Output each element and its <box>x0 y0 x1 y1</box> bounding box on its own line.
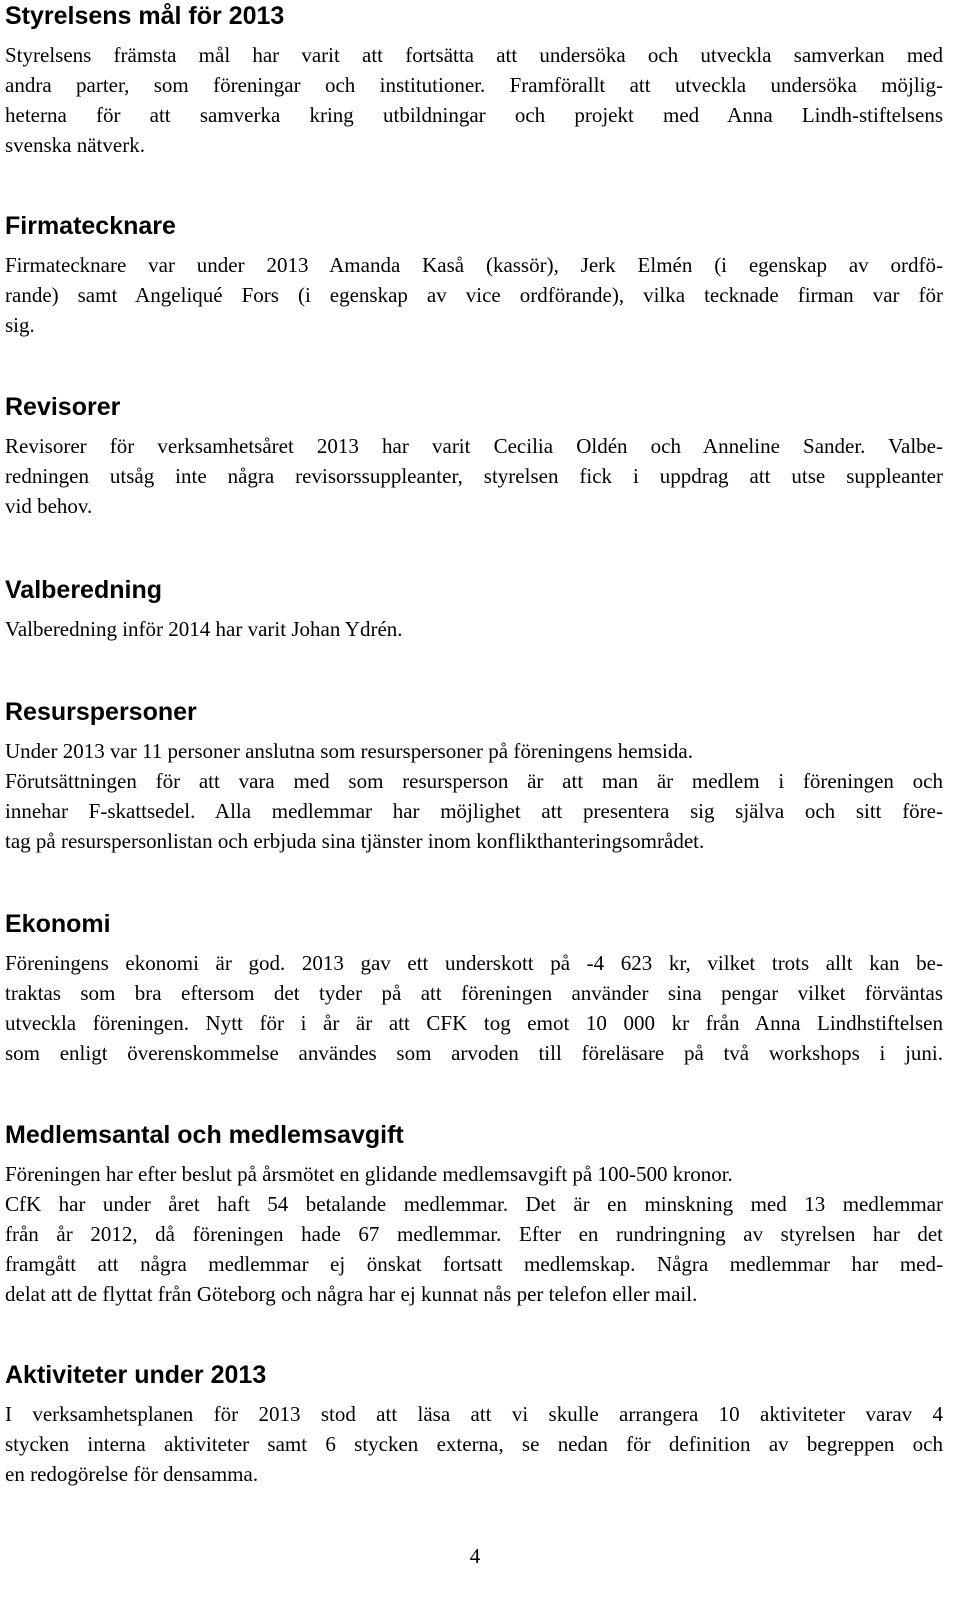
section-body <box>5 1159 943 1309</box>
text-line: Styrelsens främsta mål har varit att fortsätta att undersöka och utveckla samverkan med <box>5 43 943 67</box>
text-line: som enligt överenskommelse användes som arvoden till föreläsare på två workshops i juni. <box>5 1041 943 1065</box>
text-line: delat att de flyttat från Göteborg och några har ej kunnat nås per telefon eller mail. <box>5 1282 698 1306</box>
text-line: I verksamhetsplanen för 2013 stod att läsa att vi skulle arrangera 10 aktiviteter varav 4 <box>5 1402 943 1426</box>
section-aktiviteter <box>5 1361 943 1489</box>
text-line: sig. <box>5 313 35 337</box>
section-body <box>5 948 943 1068</box>
section-body <box>5 614 943 644</box>
section-body <box>5 736 943 856</box>
section-body <box>5 431 943 521</box>
text-line: vid behov. <box>5 494 93 518</box>
section-heading: Medlemsantal och medlemsavgift <box>5 1121 404 1149</box>
section-body <box>5 250 943 340</box>
section-heading: Styrelsens mål för 2013 <box>5 2 285 30</box>
text-line: CfK har under året haft 54 betalande medlemmar. Det är en minskning med 13 medlemmar <box>5 1192 943 1216</box>
text-line: Firmatecknare var under 2013 Amanda Kaså (kassör), Jerk Elmén (i egenskap av ordfö- <box>5 253 943 277</box>
section-firmatecknare <box>5 212 943 340</box>
text-line: utveckla föreningen. Nytt för i år är att CFK tog emot 10 000 kr från Anna Lindhstiftelsen <box>5 1011 943 1035</box>
section-medlemsantal <box>5 1121 943 1309</box>
text-line: framgått att några medlemmar ej önskat fortsatt medlemskap. Några medlemmar har med- <box>5 1252 943 1276</box>
text-line: Föreningens ekonomi är god. 2013 gav ett underskott på -4 623 kr, vilket trots allt kan be- <box>5 951 943 975</box>
text-line: en redogörelse för densamma. <box>5 1462 259 1486</box>
section-heading: Resurspersoner <box>5 698 197 726</box>
section-heading: Ekonomi <box>5 910 111 938</box>
text-line: redningen utsåg inte några revisorssuppleanter, styrelsen fick i uppdrag att utse suppleanter <box>5 464 943 488</box>
section-revisorer <box>5 393 943 521</box>
page-number: 4 <box>469 1544 481 1568</box>
text-line: Valberedning inför 2014 har varit Johan Ydrén. <box>5 617 403 641</box>
text-line: andra parter, som föreningar och institutioner. Framförallt att utveckla undersöka möjlig- <box>5 73 943 97</box>
text-line: heterna för att samverka kring utbildningar och projekt med Anna Lindh-stiftelsens <box>5 103 943 127</box>
section-valberedning <box>5 576 943 644</box>
section-body <box>5 40 943 160</box>
text-line: Förutsättningen för att vara med som resursperson är att man är medlem i föreningen och <box>5 769 943 793</box>
section-resurspersoner <box>5 698 943 856</box>
text-line: Revisorer för verksamhetsåret 2013 har varit Cecilia Oldén och Anneline Sander. Valbe- <box>5 434 943 458</box>
text-line: tag på resurspersonlistan och erbjuda sina tjänster inom konflikthanteringsområdet. <box>5 829 705 853</box>
section-heading: Valberedning <box>5 576 162 604</box>
text-line: traktas som bra eftersom det tyder på att föreningen använder sina pengar vilket förväntas <box>5 981 943 1005</box>
text-line: rande) samt Angeliqué Fors (i egenskap av vice ordförande), vilka tecknade firman var för <box>5 283 943 307</box>
text-line: svenska nätverk. <box>5 133 145 157</box>
text-line: Föreningen har efter beslut på årsmötet en glidande medlemsavgift på 100-500 kronor. <box>5 1162 733 1186</box>
text-line: Under 2013 var 11 personer anslutna som resurspersoner på föreningens hemsida. <box>5 739 693 763</box>
text-line: från år 2012, då föreningen hade 67 medlemmar. Efter en rundringning av styrelsen har det <box>5 1222 943 1246</box>
text-line: stycken interna aktiviteter samt 6 stycken externa, se nedan för definition av begreppen och <box>5 1432 943 1456</box>
section-heading: Revisorer <box>5 393 121 421</box>
section-body <box>5 1399 943 1489</box>
section-heading: Aktiviteter under 2013 <box>5 1361 267 1389</box>
text-line: innehar F-skattsedel. Alla medlemmar har möjlighet att presentera sig själva och sitt före- <box>5 799 943 823</box>
section-heading: Firmatecknare <box>5 212 176 240</box>
section-ekonomi <box>5 910 943 1068</box>
section-styrelsens-mal <box>5 2 943 160</box>
